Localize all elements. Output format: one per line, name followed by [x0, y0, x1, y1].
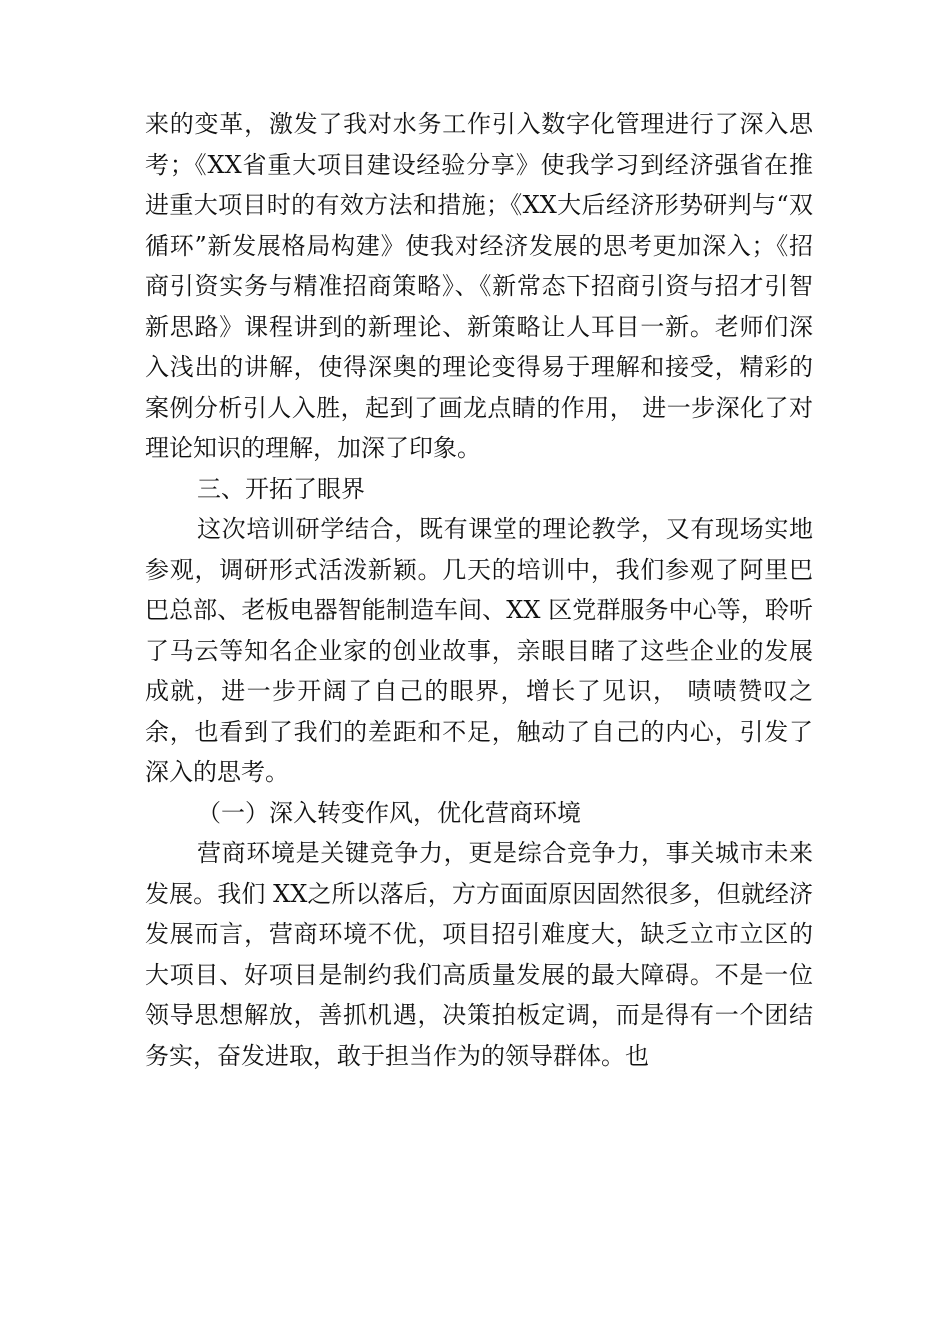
paragraph-body: 这次培训研学结合，既有课堂的理论教学，又有现场实地参观，调研形式活泼新颖。几天的培训中，我们参观了阿里巴巴总部、老板电器智能制造车间、XX 区党群服务中心等，聆听了马云等知名企业家的创业故事，亲眼目睹了这些企业的发展成就，进一步开阔了自己的眼界，增长了见识， 啧啧赞叹之余，也看到了我们的差距和不足，触动了自己的内心，引发了深入的思考。 — [145, 515, 813, 786]
paragraph-continuation: 来的变革，激发了我对水务工作引入数字化管理进行了深入思考；《XX省重大项目建设经验分享》使我学习到经济强省在推进重大项目时的有效方法和措施；《XX大后经济形势研判与“双循环”新发展格局构建》使我对经济发展的思考更加深入；《招商引资实务与精准招商策略》、《新常态下招商引资与招才引智新思路》课程讲到的新理论、新策略让人耳目一新。老师们深入浅出的讲解，使得深奥的理论变得易于理解和接受，精彩的案例分析引人入胜，起到了画龙点睛的作用， 进一步深化了对理论知识的理解，加深了印象。 — [145, 110, 813, 462]
paragraph-body: 营商环境是关键竞争力，更是综合竞争力，事关城市未来发展。我们 XX之所以落后，方方面面原因固然很多，但就经济发展而言，营商环境不优，项目招引难度大，缺乏立市立区的大项目、好项目是制约我们高质量发展的最大障碍。不是一位领导思想解放，善抓机遇，决策拍板定调，而是得有一个团结务实，奋发进取，敢于担当作为的领导群体。也 — [145, 839, 813, 1070]
subsection-heading: （一）深入转变作风，优化营商环境 — [197, 798, 581, 827]
document-body — [145, 104, 813, 1076]
section-heading: 三、开拓了眼界 — [197, 474, 365, 503]
